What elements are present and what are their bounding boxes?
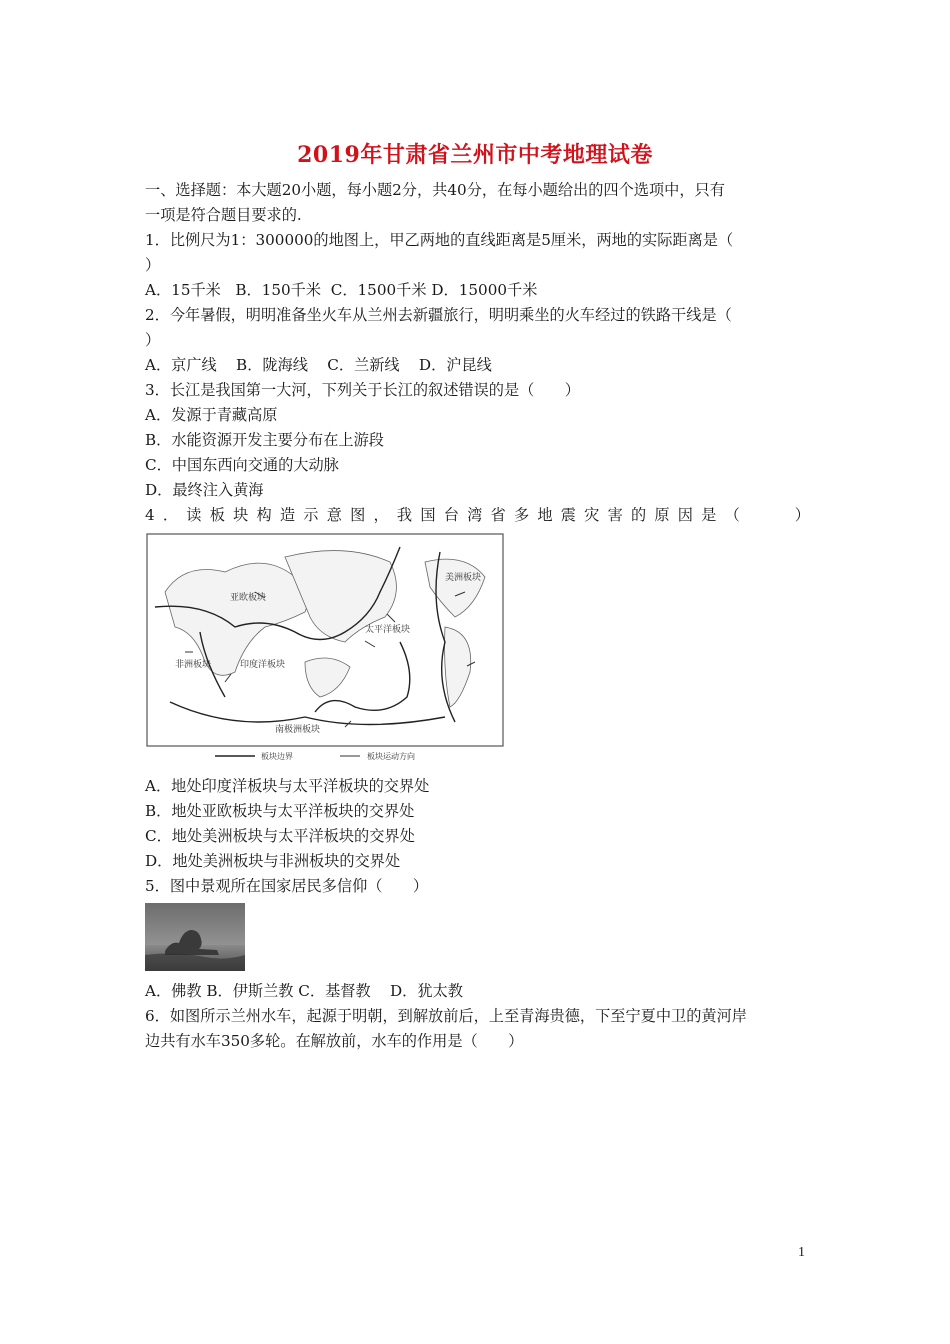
map-label-american-plate: 美洲板块 <box>445 573 482 583</box>
map-label-pacific-plate: 太平洋板块 <box>365 625 411 635</box>
map-label-antarctic-plate: 南极洲板块 <box>275 725 321 735</box>
page-number: 1 <box>798 1245 805 1260</box>
q6-stem-line-2: 边共有水车350多轮。在解放前，水车的作用是（ ） <box>145 1032 524 1050</box>
question-list <box>145 178 810 1054</box>
q1-options: A．15千米 B．150千米 C．1500千米 D．15000千米 <box>145 281 538 299</box>
q1-stem-line-2: ） <box>145 256 161 274</box>
plate-tectonics-map <box>145 532 505 762</box>
q2-stem-line-2: ） <box>145 331 161 349</box>
q3-stem: 3．长江是我国第一大河，下列关于长江的叙述错误的是（ ） <box>145 381 580 399</box>
q2-options: A．京广线 B．陇海线 C．兰新线 D．沪昆线 <box>145 356 492 374</box>
q4-option-c: C．地处美洲板块与太平洋板块的交界处 <box>145 827 415 845</box>
map-label-african-plate: 非洲板块 <box>175 660 212 670</box>
q4-stem: 4．读板块构造示意图，我国台湾省多地震灾害的原因是（ ） <box>145 506 810 524</box>
q1-stem-line-1: 1．比例尺为1：300000的地图上，甲乙两地的直线距离是5厘米，两地的实际距离是（ <box>145 231 734 249</box>
q5-options: A．佛教 B．伊斯兰教 C．基督教 D．犹太教 <box>145 982 463 1000</box>
q5-stem: 5．图中景观所在国家居民多信仰（ ） <box>145 877 429 895</box>
q3-option-d: D．最终注入黄海 <box>145 481 264 499</box>
map-label-eurasian-plate: 亚欧板块 <box>230 593 267 603</box>
q2-stem-line-1: 2．今年暑假，明明准备坐火车从兰州去新疆旅行，明明乘坐的火车经过的铁路干线是（ <box>145 306 732 324</box>
q3-option-c: C．中国东西向交通的大动脉 <box>145 456 339 474</box>
map-label-indian-ocean-plate: 印度洋板块 <box>240 660 286 670</box>
map-legend-boundary: 板块边界 <box>261 752 293 761</box>
q6-stem-line-1: 6．如图所示兰州水车，起源于明朝，到解放前后，上至青海贵德，下至宁夏中卫的黄河岸 <box>145 1007 747 1025</box>
q4-option-a: A．地处印度洋板块与太平洋板块的交界处 <box>145 777 430 795</box>
page-title: 2019年甘肃省兰州市中考地理试卷 <box>297 142 653 168</box>
sphinx-photo <box>145 903 245 971</box>
section-intro-line-2: 一项是符合题目要求的. <box>145 206 302 224</box>
q4-option-b: B．地处亚欧板块与太平洋板块的交界处 <box>145 802 415 820</box>
map-legend-motion: 板块运动方向 <box>367 752 415 761</box>
q4-option-d: D．地处美洲板块与非洲板块的交界处 <box>145 852 401 870</box>
q3-option-a: A．发源于青藏高原 <box>145 406 278 424</box>
q3-option-b: B．水能资源开发主要分布在上游段 <box>145 431 384 449</box>
section-intro-line-1: 一、选择题：本大题20小题，每小题2分，共40分，在每小题给出的四个选项中，只有 <box>145 181 725 199</box>
